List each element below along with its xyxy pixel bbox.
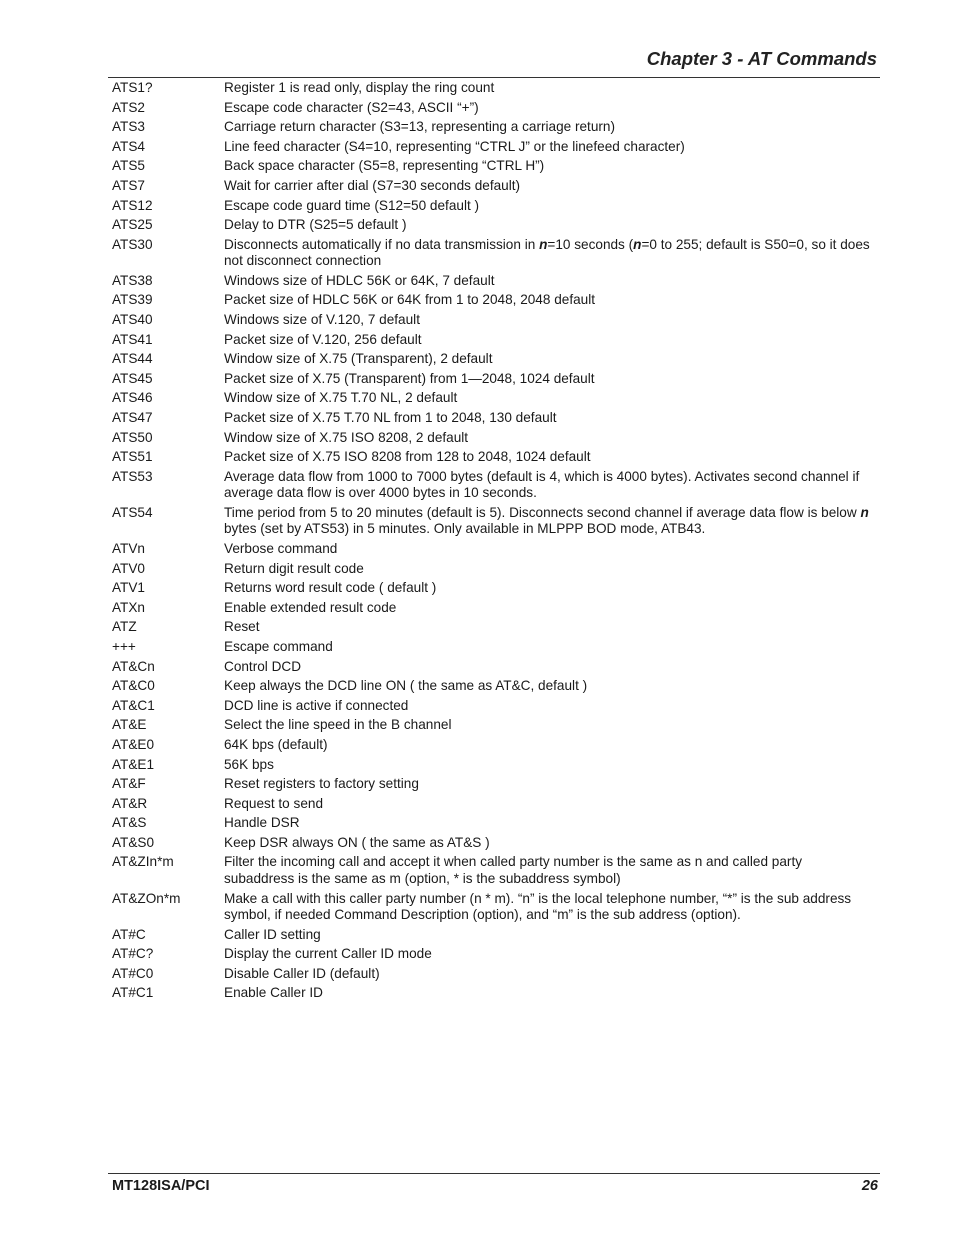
- command-description: Handle DSR: [224, 815, 300, 831]
- command-description: Caller ID setting: [224, 926, 321, 942]
- command-code: AT&C0: [112, 678, 155, 694]
- command-description: Reset registers to factory setting: [224, 776, 419, 792]
- command-description: Delay to DTR (S25=5 default ): [224, 217, 407, 233]
- command-code: ATS7: [112, 177, 145, 193]
- command-code: ATS54: [112, 504, 153, 520]
- command-code: AT&S0: [112, 834, 155, 850]
- command-code: ATVn: [112, 540, 145, 556]
- command-row: [112, 80, 872, 97]
- command-description: Window size of X.75 (Transparent), 2 default: [224, 351, 493, 367]
- command-code: AT&Cn: [112, 658, 155, 674]
- command-code: ATS47: [112, 410, 153, 425]
- command-row: [112, 966, 872, 983]
- command-description: Make a call with this caller party number (n * m). “n” is the local telephone number, “*” is the sub address symbol, if needed Command Description (option), and “m” is the sub address (option).: [224, 890, 852, 923]
- command-description: Line feed character (S4=10, representing “CTRL J” or the linefeed character): [224, 138, 685, 154]
- command-row: [112, 985, 872, 1002]
- command-code: ATS25: [112, 217, 153, 233]
- command-code: ATS2: [112, 99, 145, 115]
- chapter-title: Chapter 3 - AT Commands: [646, 48, 877, 69]
- footer-rule: [108, 1173, 880, 1174]
- command-code: AT&R: [112, 795, 148, 811]
- command-description: Carriage return character (S3=13, representing a carriage return): [224, 119, 616, 135]
- command-row: [112, 580, 872, 597]
- command-row: [112, 100, 872, 117]
- command-code: ATS4: [112, 138, 145, 154]
- command-code: ATS12: [112, 197, 153, 213]
- command-row: [112, 541, 872, 558]
- command-description: Escape code character (S2=43, ASCII “+”): [224, 99, 479, 115]
- command-description: Returns word result code ( default ): [224, 580, 437, 596]
- command-description: 56K bps: [224, 756, 274, 772]
- command-code: ATS53: [112, 468, 153, 484]
- command-description: Window size of X.75 ISO 8208, 2 default: [224, 429, 469, 445]
- command-code: ATS50: [112, 429, 153, 445]
- command-description: Keep DSR always ON ( the same as AT&S ): [224, 834, 490, 850]
- command-code: AT#C?: [112, 946, 154, 962]
- command-row: [112, 600, 872, 617]
- command-description: Return digit result code: [224, 560, 364, 576]
- command-description: Packet size of X.75 (Transparent) from 1—2048, 1024 default: [224, 370, 595, 386]
- command-row: [112, 410, 872, 427]
- command-description: Enable Caller ID: [224, 985, 323, 1001]
- command-row: [112, 946, 872, 963]
- command-description: Windows size of V.120, 7 default: [224, 312, 420, 328]
- command-code: AT&E: [112, 717, 147, 733]
- command-description: Reset: [224, 619, 260, 635]
- command-code: ATS38: [112, 272, 153, 288]
- command-row: [112, 698, 872, 715]
- command-row: [112, 312, 872, 329]
- command-code: ATS44: [112, 351, 153, 367]
- page-number: 26: [861, 1178, 878, 1194]
- command-row: [112, 469, 872, 502]
- command-code: AT&ZIn*m: [112, 854, 174, 870]
- command-description: Keep always the DCD line ON ( the same as AT&C, default ): [224, 678, 588, 694]
- command-description: DCD line is active if connected: [224, 697, 409, 713]
- command-description: Wait for carrier after dial (S7=30 seconds default): [224, 177, 521, 193]
- header-rule: [108, 77, 880, 78]
- command-row: [112, 178, 872, 195]
- command-description: Control DCD: [224, 658, 302, 674]
- command-code: AT&C1: [112, 697, 155, 713]
- command-code: ATS51: [112, 449, 153, 465]
- command-code: AT&E1: [112, 756, 155, 772]
- command-row: [112, 776, 872, 793]
- command-row: [112, 449, 872, 466]
- command-row: [112, 505, 872, 538]
- command-description: Window size of X.75 T.70 NL, 2 default: [224, 390, 458, 406]
- command-row: [112, 619, 872, 636]
- command-row: [112, 659, 872, 676]
- command-code: AT&ZOn*m: [112, 890, 181, 906]
- command-description: Request to send: [224, 795, 323, 811]
- command-description: Packet size of X.75 T.70 NL from 1 to 2048, 130 default: [224, 410, 557, 425]
- command-description: Select the line speed in the B channel: [224, 717, 452, 733]
- command-code: ATS41: [112, 331, 153, 347]
- command-code: AT&E0: [112, 736, 155, 752]
- product-name: MT128ISA/PCI: [112, 1178, 210, 1194]
- command-row: [112, 835, 872, 852]
- command-description: Escape command: [224, 638, 333, 654]
- command-code: ATS45: [112, 370, 153, 386]
- command-description: Back space character (S5=8, representing “CTRL H”): [224, 158, 545, 174]
- command-code: ATS46: [112, 390, 153, 406]
- command-code: ATZ: [112, 619, 137, 635]
- command-code: ATXn: [112, 599, 145, 615]
- command-code: AT&S: [112, 815, 147, 831]
- at-command-table: [112, 80, 872, 1005]
- command-row: [112, 757, 872, 774]
- command-description: Verbose command: [224, 540, 338, 556]
- command-row: [112, 237, 872, 270]
- command-code: AT#C: [112, 926, 146, 942]
- command-code: ATS1?: [112, 80, 153, 95]
- command-description: Packet size of X.75 ISO 8208 from 128 to 2048, 1024 default: [224, 449, 591, 465]
- command-row: [112, 119, 872, 136]
- command-code: ATV0: [112, 560, 145, 576]
- command-row: [112, 390, 872, 407]
- command-code: ATS40: [112, 312, 153, 328]
- command-description: Filter the incoming call and accept it when called party number is the same as n and called party subaddress is the same as m (option, * is the subaddress symbol): [224, 854, 803, 886]
- command-description: Average data flow from 1000 to 7000 bytes (default is 4, which is 4000 bytes). Activates second channel if average data flow is over 4000 bytes in 10 seconds.: [224, 468, 860, 501]
- command-code: AT#C0: [112, 965, 154, 981]
- command-code: ATS3: [112, 119, 145, 135]
- command-row: [112, 854, 872, 887]
- command-row: [112, 927, 872, 944]
- command-row: [112, 639, 872, 656]
- command-description: Escape code guard time (S12=50 default ): [224, 197, 480, 213]
- command-row: [112, 430, 872, 447]
- command-description: Packet size of V.120, 256 default: [224, 331, 422, 347]
- command-code: ATS30: [112, 236, 153, 252]
- command-row: [112, 351, 872, 368]
- command-row: [112, 678, 872, 695]
- command-row: [112, 273, 872, 290]
- command-description: 64K bps (default): [224, 736, 328, 752]
- command-description: Disable Caller ID (default): [224, 965, 380, 981]
- command-row: [112, 217, 872, 234]
- command-row: [112, 332, 872, 349]
- command-description: Display the current Caller ID mode: [224, 946, 432, 962]
- command-code: ATS5: [112, 158, 145, 174]
- command-row: [112, 198, 872, 215]
- command-code: ATS39: [112, 292, 153, 308]
- command-row: [112, 292, 872, 309]
- command-description: Time period from 5 to 20 minutes (default is 5). Disconnects second channel if average data flow is below n bytes (set by ATS53) in 5 minutes. Only available in MLPPP BOD mode, ATB43.: [224, 504, 869, 537]
- command-code: ATV1: [112, 580, 145, 596]
- command-row: [112, 717, 872, 734]
- command-code: AT&F: [112, 776, 146, 792]
- command-row: [112, 371, 872, 388]
- command-row: [112, 815, 872, 832]
- command-code: +++: [112, 638, 136, 654]
- command-row: [112, 796, 872, 813]
- command-row: [112, 891, 872, 924]
- command-description: Register 1 is read only, display the ring count: [224, 80, 495, 95]
- command-row: [112, 139, 872, 156]
- command-description: Packet size of HDLC 56K or 64K from 1 to 2048, 2048 default: [224, 292, 596, 308]
- command-description: Enable extended result code: [224, 599, 397, 615]
- command-description: Disconnects automatically if no data transmission in n=10 seconds (n=0 to 255; default is S50=0, so it does not disconnect connection: [224, 236, 870, 269]
- command-description: Windows size of HDLC 56K or 64K, 7 default: [224, 272, 495, 288]
- command-row: [112, 737, 872, 754]
- command-code: AT#C1: [112, 985, 154, 1001]
- command-row: [112, 561, 872, 578]
- command-row: [112, 158, 872, 175]
